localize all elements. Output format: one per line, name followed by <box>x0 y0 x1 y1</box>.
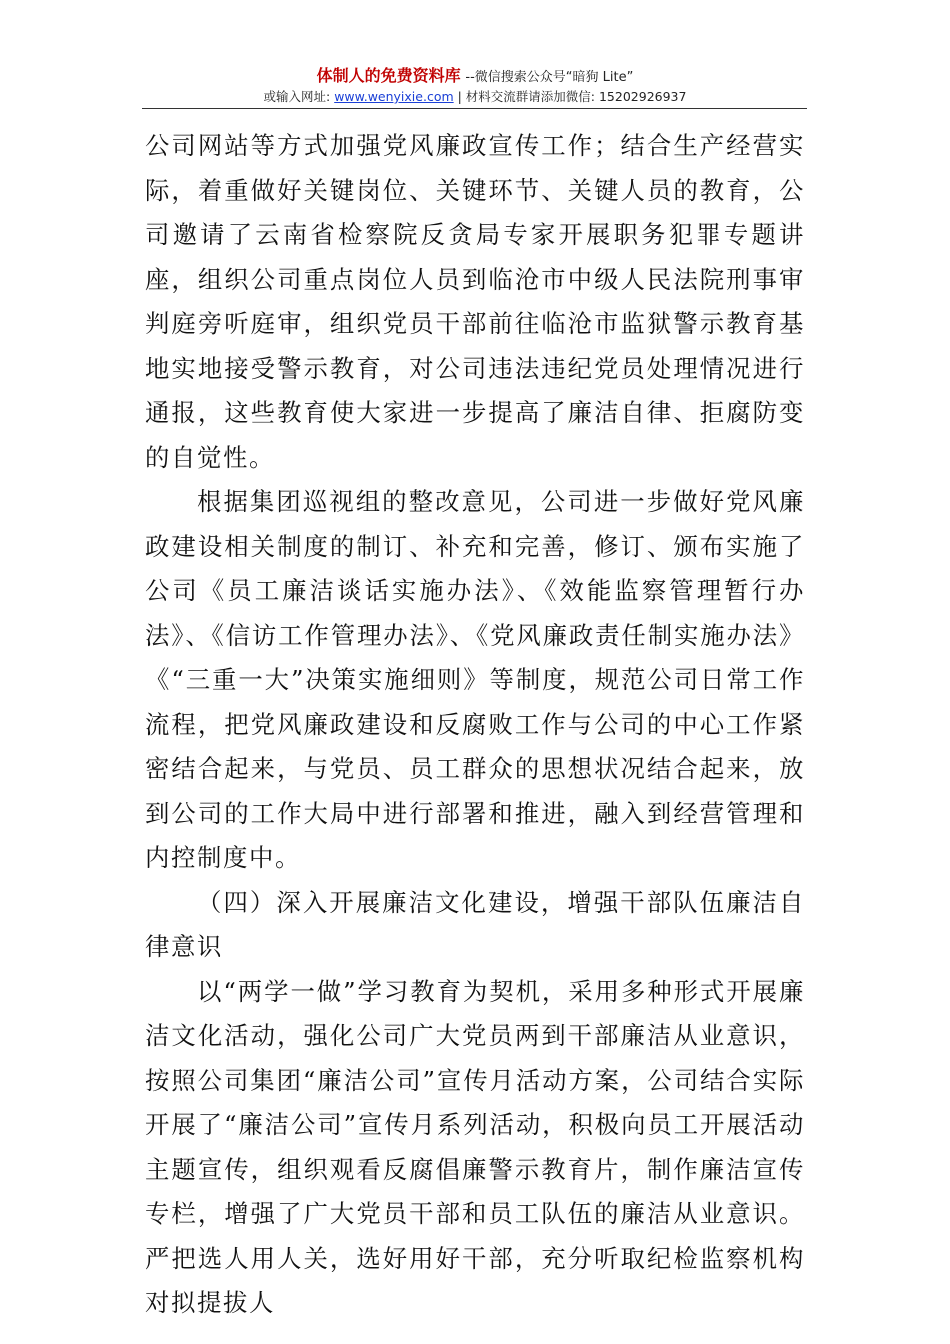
header-contact-line <box>0 88 950 106</box>
body-paragraph-2: 根据集团巡视组的整改意见，公司进一步做好党风廉政建设相关制度的制订、补充和完善，修订、颁布实施了公司《员工廉洁谈话实施办法》、《效能监察管理暂行办法》、《信访工作管理办法》、《党风廉政责任制实施办法》《“三重一大”决策实施细则》等制度，规范公司日常工作流程，把党风廉政建设和反腐败工作与公司的中心工作紧密结合起来，与党员、员工群众的思想状况结合起来，放到公司的工作大局中进行部署和推进，融入到经营管理和内控制度中。 <box>145 487 805 872</box>
body-paragraph-3: 以“两学一做”学习教育为契机，采用多种形式开展廉洁文化活动，强化公司广大党员两到干部廉洁从业意识，按照公司集团“廉洁公司”宣传月活动方案，公司结合实际开展了“廉洁公司”宣传月系列活动，积极向员工开展活动主题宣传，组织观看反腐倡廉警示教育片，制作廉洁宣传专栏，增强了广大党员干部和员工队伍的廉洁从业意识。严把选人用人关，选好用好干部，充分听取纪检监察机构对拟提拔人 <box>145 976 805 1317</box>
header-divider <box>142 108 807 109</box>
header-contact: | 材料交流群请添加微信: 15202926937 <box>453 89 687 104</box>
header-title-line <box>0 66 950 86</box>
section-heading: （四）深入开展廉洁文化建设，增强干部队伍廉洁自律意识 <box>145 887 805 961</box>
header-title: 体制人的免费资料库 <box>316 66 461 85</box>
header-subtitle: --微信搜索公众号“暗狗 Lite” <box>465 70 634 85</box>
header-url-link[interactable]: www.wenyixie.com <box>334 89 454 104</box>
page-header <box>0 66 950 106</box>
body-paragraph-1: 公司网站等方式加强党风廉政宣传工作；结合生产经营实际，着重做好关键岗位、关键环节、关键人员的教育，公司邀请了云南省检察院反贪局专家开展职务犯罪专题讲座，组织公司重点岗位人员到临沧市中级人民法院刑事审判庭旁听庭审，组织党员干部前往临沧市监狱警示教育基地实地接受警示教育，对公司违法违纪党员处理情况进行通报，这些教育使大家进一步提高了廉洁自律、拒腐防变的自觉性。 <box>145 131 805 472</box>
header-url-prefix: 或输入网址: <box>263 89 335 104</box>
document-body <box>145 124 805 1326</box>
